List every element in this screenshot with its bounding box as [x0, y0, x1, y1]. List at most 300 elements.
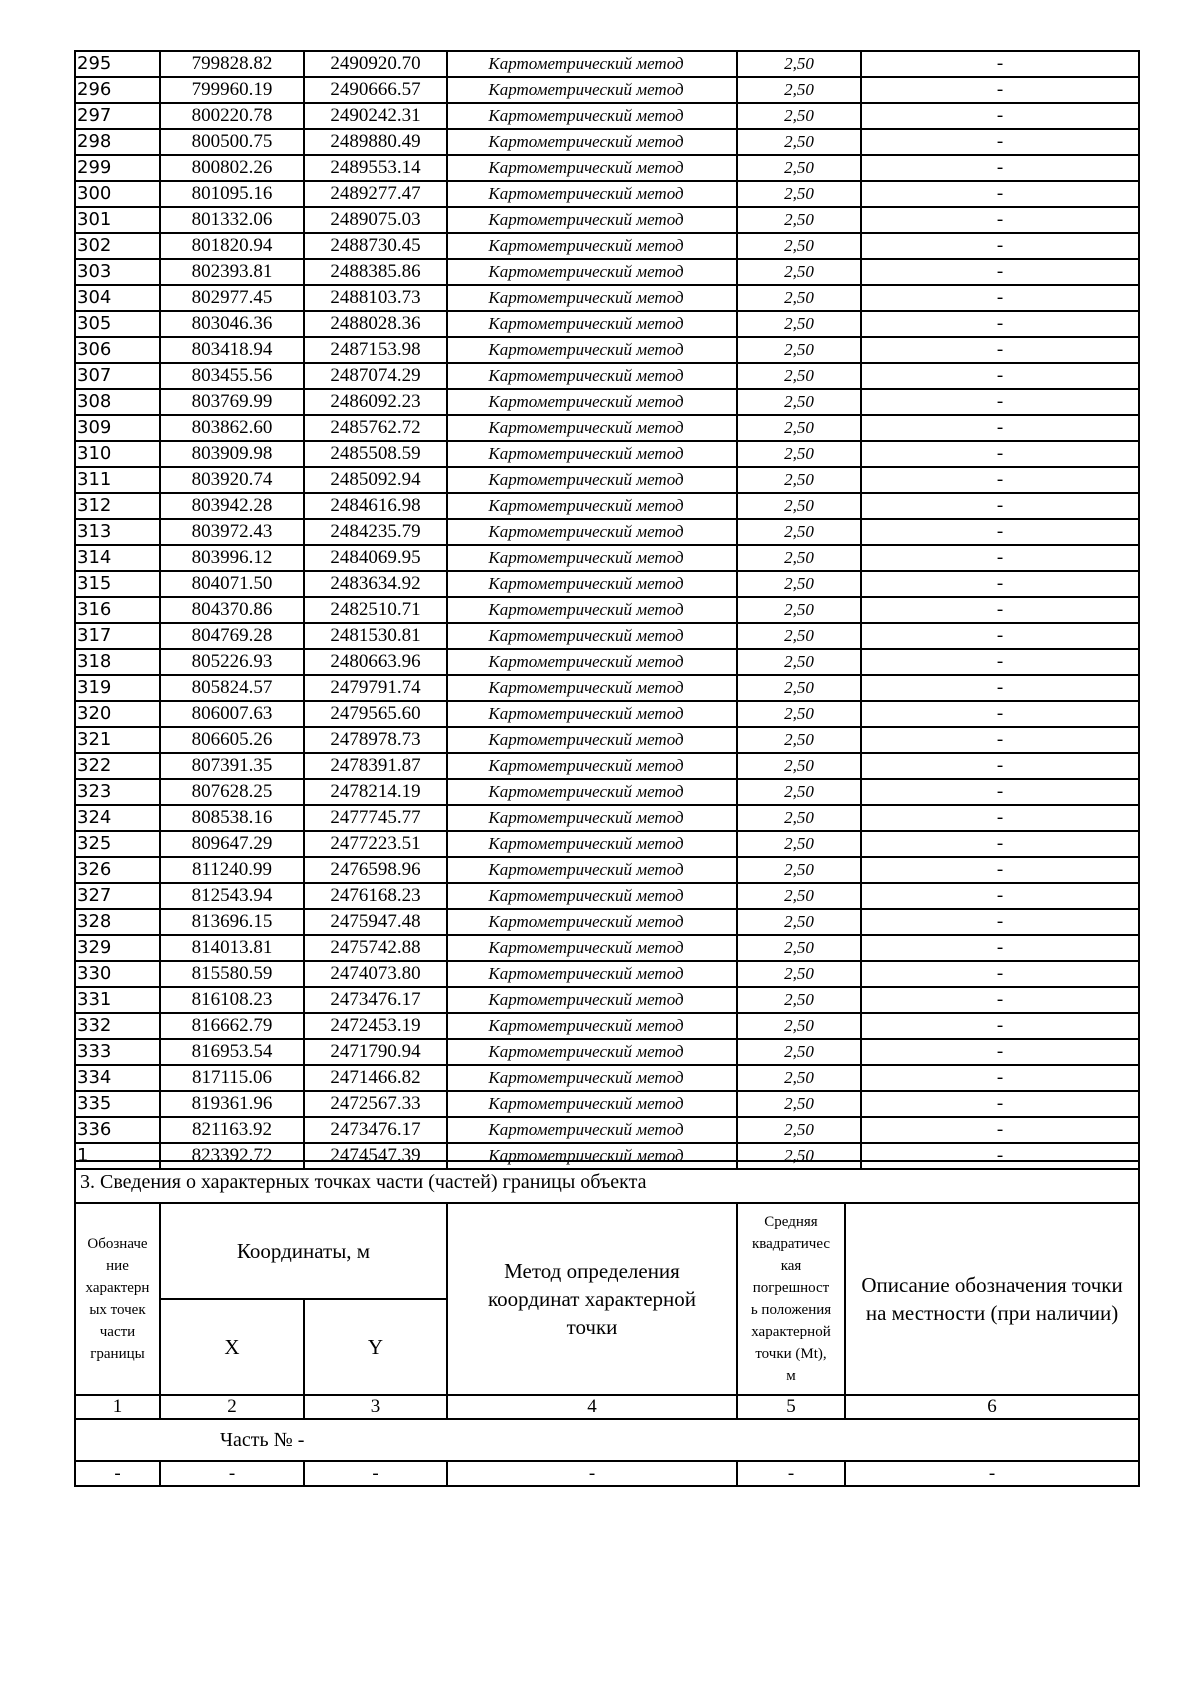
error-value: 2,50 [737, 415, 861, 441]
table-row [75, 103, 1139, 129]
point-number: 303 [75, 259, 160, 285]
description: - [861, 389, 1139, 415]
method: Картометрический метод [447, 207, 737, 233]
error-value: 2,50 [737, 597, 861, 623]
description: - [861, 259, 1139, 285]
method: Картометрический метод [447, 259, 737, 285]
coord-y: 2483634.92 [304, 571, 447, 597]
coord-y: 2490920.70 [304, 51, 447, 77]
coord-y: 2476598.96 [304, 857, 447, 883]
method: Картометрический метод [447, 701, 737, 727]
error-value: 2,50 [737, 987, 861, 1013]
error-value: 2,50 [737, 363, 861, 389]
method: Картометрический метод [447, 545, 737, 571]
coord-y: 2490666.57 [304, 77, 447, 103]
point-number: 319 [75, 675, 160, 701]
method: Картометрический метод [447, 233, 737, 259]
point-number: 298 [75, 129, 160, 155]
part-label-cell [75, 1419, 1139, 1461]
method: Картометрический метод [447, 1091, 737, 1117]
description: - [861, 675, 1139, 701]
method: Картометрический метод [447, 883, 737, 909]
method: Картометрический метод [447, 935, 737, 961]
coord-y: 2487153.98 [304, 337, 447, 363]
description: - [861, 1013, 1139, 1039]
header-designation: Обозначе ние характерн ых точек части границы [75, 1203, 160, 1395]
description: - [861, 909, 1139, 935]
method: Картометрический метод [447, 519, 737, 545]
table-row [75, 337, 1139, 363]
coord-y: 2488103.73 [304, 285, 447, 311]
method: Картометрический метод [447, 337, 737, 363]
description: - [861, 727, 1139, 753]
cell-dash: - [75, 1461, 160, 1486]
table-row [75, 935, 1139, 961]
coord-x: 821163.92 [160, 1117, 304, 1143]
error-value: 2,50 [737, 1065, 861, 1091]
point-number: 316 [75, 597, 160, 623]
point-number: 324 [75, 805, 160, 831]
point-number: 305 [75, 311, 160, 337]
method: Картометрический метод [447, 597, 737, 623]
table-row [75, 493, 1139, 519]
description: - [861, 1091, 1139, 1117]
point-number: 332 [75, 1013, 160, 1039]
coord-y: 2478391.87 [304, 753, 447, 779]
coord-y: 2472567.33 [304, 1091, 447, 1117]
description: - [861, 207, 1139, 233]
coord-x: 804769.28 [160, 623, 304, 649]
error-value: 2,50 [737, 545, 861, 571]
table-row [75, 571, 1139, 597]
coord-x: 807391.35 [160, 753, 304, 779]
coord-x: 803942.28 [160, 493, 304, 519]
description: - [861, 77, 1139, 103]
table-row [75, 233, 1139, 259]
coord-x: 812543.94 [160, 883, 304, 909]
coord-y: 2472453.19 [304, 1013, 447, 1039]
description: - [861, 337, 1139, 363]
table-row [75, 311, 1139, 337]
coord-y: 2488730.45 [304, 233, 447, 259]
point-number: 333 [75, 1039, 160, 1065]
error-value: 2,50 [737, 727, 861, 753]
description: - [861, 623, 1139, 649]
method: Картометрический метод [447, 831, 737, 857]
coord-y: 2487074.29 [304, 363, 447, 389]
column-number: 1 [75, 1395, 160, 1419]
point-number: 329 [75, 935, 160, 961]
point-number: 327 [75, 883, 160, 909]
table-row [75, 1117, 1139, 1143]
coord-x: 802393.81 [160, 259, 304, 285]
coord-x: 808538.16 [160, 805, 304, 831]
coord-y: 2489075.03 [304, 207, 447, 233]
coord-x: 819361.96 [160, 1091, 304, 1117]
table-row [75, 597, 1139, 623]
point-number: 314 [75, 545, 160, 571]
coord-x: 803996.12 [160, 545, 304, 571]
method: Картометрический метод [447, 129, 737, 155]
table-row [75, 129, 1139, 155]
method: Картометрический метод [447, 1117, 737, 1143]
coordinates-table [74, 50, 1140, 1170]
column-numbers-row [75, 1395, 1139, 1419]
error-value: 2,50 [737, 155, 861, 181]
section3-title: 3. Сведения о характерных точках части (частей) границы объекта [75, 1161, 1139, 1203]
point-number: 325 [75, 831, 160, 857]
method: Картометрический метод [447, 1143, 737, 1169]
coord-y: 2478214.19 [304, 779, 447, 805]
method: Картометрический метод [447, 675, 737, 701]
description: - [861, 233, 1139, 259]
error-value: 2,50 [737, 961, 861, 987]
cell-dash: - [304, 1461, 447, 1486]
error-value: 2,50 [737, 207, 861, 233]
table-row [75, 675, 1139, 701]
coord-y: 2471790.94 [304, 1039, 447, 1065]
coord-y: 2480663.96 [304, 649, 447, 675]
description: - [861, 883, 1139, 909]
table-row [75, 467, 1139, 493]
error-value: 2,50 [737, 753, 861, 779]
table-row [75, 51, 1139, 77]
description: - [861, 1143, 1139, 1169]
description: - [861, 519, 1139, 545]
description: - [861, 1065, 1139, 1091]
table-row [75, 77, 1139, 103]
error-value: 2,50 [737, 1143, 861, 1169]
coord-y: 2473476.17 [304, 987, 447, 1013]
column-number: 5 [737, 1395, 845, 1419]
point-number: 309 [75, 415, 160, 441]
error-value: 2,50 [737, 1039, 861, 1065]
coord-x: 817115.06 [160, 1065, 304, 1091]
point-number: 307 [75, 363, 160, 389]
error-value: 2,50 [737, 181, 861, 207]
error-value: 2,50 [737, 1117, 861, 1143]
error-value: 2,50 [737, 285, 861, 311]
table-row [75, 259, 1139, 285]
method: Картометрический метод [447, 51, 737, 77]
error-value: 2,50 [737, 1091, 861, 1117]
coord-x: 803769.99 [160, 389, 304, 415]
coord-y: 2475947.48 [304, 909, 447, 935]
point-number: 326 [75, 857, 160, 883]
coord-y: 2477745.77 [304, 805, 447, 831]
description: - [861, 831, 1139, 857]
point-number: 312 [75, 493, 160, 519]
coord-x: 800802.26 [160, 155, 304, 181]
method: Картометрический метод [447, 1065, 737, 1091]
coord-y: 2474073.80 [304, 961, 447, 987]
table-row [75, 181, 1139, 207]
table-row [75, 519, 1139, 545]
description: - [861, 103, 1139, 129]
coord-y: 2484616.98 [304, 493, 447, 519]
point-number: 311 [75, 467, 160, 493]
coord-x: 804071.50 [160, 571, 304, 597]
method: Картометрический метод [447, 467, 737, 493]
coord-x: 803972.43 [160, 519, 304, 545]
method: Картометрический метод [447, 961, 737, 987]
coord-x: 801095.16 [160, 181, 304, 207]
coord-x: 816953.54 [160, 1039, 304, 1065]
error-value: 2,50 [737, 675, 861, 701]
coord-y: 2489880.49 [304, 129, 447, 155]
column-number: 4 [447, 1395, 737, 1419]
coord-x: 813696.15 [160, 909, 304, 935]
method: Картометрический метод [447, 779, 737, 805]
point-number: 315 [75, 571, 160, 597]
header-error: Средняя квадратичес кая погрешност ь положения характерной точки (Mt), м [737, 1203, 845, 1395]
coord-x: 811240.99 [160, 857, 304, 883]
table-row [75, 701, 1139, 727]
method: Картометрический метод [447, 857, 737, 883]
coord-y: 2486092.23 [304, 389, 447, 415]
table-row [75, 649, 1139, 675]
description: - [861, 961, 1139, 987]
description: - [861, 493, 1139, 519]
coord-x: 816662.79 [160, 1013, 304, 1039]
error-value: 2,50 [737, 337, 861, 363]
point-number: 317 [75, 623, 160, 649]
method: Картометрический метод [447, 389, 737, 415]
error-value: 2,50 [737, 77, 861, 103]
coord-x: 806605.26 [160, 727, 304, 753]
coord-x: 804370.86 [160, 597, 304, 623]
method: Картометрический метод [447, 363, 737, 389]
point-number: 299 [75, 155, 160, 181]
description: - [861, 415, 1139, 441]
part-label: Часть № - [220, 1428, 305, 1451]
coord-y: 2489277.47 [304, 181, 447, 207]
coord-x: 801332.06 [160, 207, 304, 233]
point-number: 1 [75, 1143, 160, 1169]
table-row [75, 1013, 1139, 1039]
description: - [861, 935, 1139, 961]
method: Картометрический метод [447, 1039, 737, 1065]
coord-y: 2471466.82 [304, 1065, 447, 1091]
description: - [861, 779, 1139, 805]
coord-y: 2484235.79 [304, 519, 447, 545]
method: Картометрический метод [447, 103, 737, 129]
table-row [75, 727, 1139, 753]
coord-y: 2479565.60 [304, 701, 447, 727]
error-value: 2,50 [737, 259, 861, 285]
coord-y: 2481530.81 [304, 623, 447, 649]
description: - [861, 155, 1139, 181]
table-row [75, 415, 1139, 441]
coord-y: 2477223.51 [304, 831, 447, 857]
method: Картометрический метод [447, 181, 737, 207]
coord-x: 800220.78 [160, 103, 304, 129]
error-value: 2,50 [737, 909, 861, 935]
point-number: 318 [75, 649, 160, 675]
point-number: 331 [75, 987, 160, 1013]
header-y: Y [304, 1299, 447, 1395]
method: Картометрический метод [447, 987, 737, 1013]
point-number: 297 [75, 103, 160, 129]
method: Картометрический метод [447, 441, 737, 467]
coord-x: 814013.81 [160, 935, 304, 961]
coord-x: 807628.25 [160, 779, 304, 805]
point-number: 302 [75, 233, 160, 259]
table-row [75, 389, 1139, 415]
error-value: 2,50 [737, 493, 861, 519]
table-row [75, 857, 1139, 883]
table-row [75, 909, 1139, 935]
description: - [861, 1039, 1139, 1065]
coord-x: 823392.72 [160, 1143, 304, 1169]
point-number: 328 [75, 909, 160, 935]
method: Картометрический метод [447, 571, 737, 597]
coord-x: 803418.94 [160, 337, 304, 363]
error-value: 2,50 [737, 311, 861, 337]
table-row [75, 207, 1139, 233]
method: Картометрический метод [447, 909, 737, 935]
description: - [861, 805, 1139, 831]
error-value: 2,50 [737, 1013, 861, 1039]
cell-dash: - [447, 1461, 737, 1486]
coord-y: 2478978.73 [304, 727, 447, 753]
table-row [75, 441, 1139, 467]
column-number: 2 [160, 1395, 304, 1419]
table-row [75, 155, 1139, 181]
cell-dash: - [160, 1461, 304, 1486]
method: Картометрический метод [447, 311, 737, 337]
coord-x: 815580.59 [160, 961, 304, 987]
description: - [861, 441, 1139, 467]
coord-x: 806007.63 [160, 701, 304, 727]
error-value: 2,50 [737, 623, 861, 649]
section3-data-row [75, 1461, 1139, 1486]
point-number: 323 [75, 779, 160, 805]
description: - [861, 363, 1139, 389]
coord-y: 2488385.86 [304, 259, 447, 285]
coord-y: 2485508.59 [304, 441, 447, 467]
table-row [75, 1065, 1139, 1091]
error-value: 2,50 [737, 805, 861, 831]
description: - [861, 545, 1139, 571]
point-number: 301 [75, 207, 160, 233]
coord-x: 805824.57 [160, 675, 304, 701]
table-row [75, 1091, 1139, 1117]
description: - [861, 181, 1139, 207]
error-value: 2,50 [737, 883, 861, 909]
table-row [75, 961, 1139, 987]
method: Картометрический метод [447, 77, 737, 103]
table-row [75, 1039, 1139, 1065]
error-value: 2,50 [737, 857, 861, 883]
point-number: 330 [75, 961, 160, 987]
coord-x: 802977.45 [160, 285, 304, 311]
error-value: 2,50 [737, 649, 861, 675]
description: - [861, 701, 1139, 727]
description: - [861, 467, 1139, 493]
point-number: 295 [75, 51, 160, 77]
coord-y: 2489553.14 [304, 155, 447, 181]
point-number: 306 [75, 337, 160, 363]
error-value: 2,50 [737, 233, 861, 259]
error-value: 2,50 [737, 103, 861, 129]
error-value: 2,50 [737, 519, 861, 545]
method: Картометрический метод [447, 727, 737, 753]
description: - [861, 129, 1139, 155]
method: Картометрический метод [447, 805, 737, 831]
point-number: 296 [75, 77, 160, 103]
coord-x: 803862.60 [160, 415, 304, 441]
error-value: 2,50 [737, 129, 861, 155]
coord-y: 2485762.72 [304, 415, 447, 441]
coord-x: 801820.94 [160, 233, 304, 259]
description: - [861, 51, 1139, 77]
description: - [861, 649, 1139, 675]
point-number: 310 [75, 441, 160, 467]
coord-y: 2490242.31 [304, 103, 447, 129]
description: - [861, 311, 1139, 337]
coord-x: 803920.74 [160, 467, 304, 493]
point-number: 321 [75, 727, 160, 753]
coord-y: 2479791.74 [304, 675, 447, 701]
coord-y: 2475742.88 [304, 935, 447, 961]
method: Картометрический метод [447, 493, 737, 519]
point-number: 300 [75, 181, 160, 207]
description: - [861, 753, 1139, 779]
point-number: 322 [75, 753, 160, 779]
description: - [861, 571, 1139, 597]
description: - [861, 597, 1139, 623]
table-row [75, 779, 1139, 805]
method: Картометрический метод [447, 623, 737, 649]
error-value: 2,50 [737, 701, 861, 727]
header-description: Описание обозначения точки на местности (при наличии) [845, 1203, 1139, 1395]
header-x: X [160, 1299, 304, 1395]
method: Картометрический метод [447, 155, 737, 181]
method: Картометрический метод [447, 753, 737, 779]
error-value: 2,50 [737, 779, 861, 805]
point-number: 320 [75, 701, 160, 727]
description: - [861, 285, 1139, 311]
coord-y: 2473476.17 [304, 1117, 447, 1143]
error-value: 2,50 [737, 571, 861, 597]
coord-y: 2476168.23 [304, 883, 447, 909]
point-number: 334 [75, 1065, 160, 1091]
table-row [75, 831, 1139, 857]
table-row [75, 545, 1139, 571]
coord-x: 805226.93 [160, 649, 304, 675]
point-number: 304 [75, 285, 160, 311]
method: Картометрический метод [447, 285, 737, 311]
method: Картометрический метод [447, 649, 737, 675]
coord-x: 803046.36 [160, 311, 304, 337]
coord-y: 2474547.39 [304, 1143, 447, 1169]
method: Картометрический метод [447, 415, 737, 441]
point-number: 335 [75, 1091, 160, 1117]
error-value: 2,50 [737, 51, 861, 77]
description: - [861, 857, 1139, 883]
table-row [75, 623, 1139, 649]
cell-dash: - [845, 1461, 1139, 1486]
coord-y: 2488028.36 [304, 311, 447, 337]
column-number: 6 [845, 1395, 1139, 1419]
coord-y: 2482510.71 [304, 597, 447, 623]
method: Картометрический метод [447, 1013, 737, 1039]
section3-table [74, 1160, 1140, 1487]
point-number: 308 [75, 389, 160, 415]
point-number: 336 [75, 1117, 160, 1143]
error-value: 2,50 [737, 441, 861, 467]
